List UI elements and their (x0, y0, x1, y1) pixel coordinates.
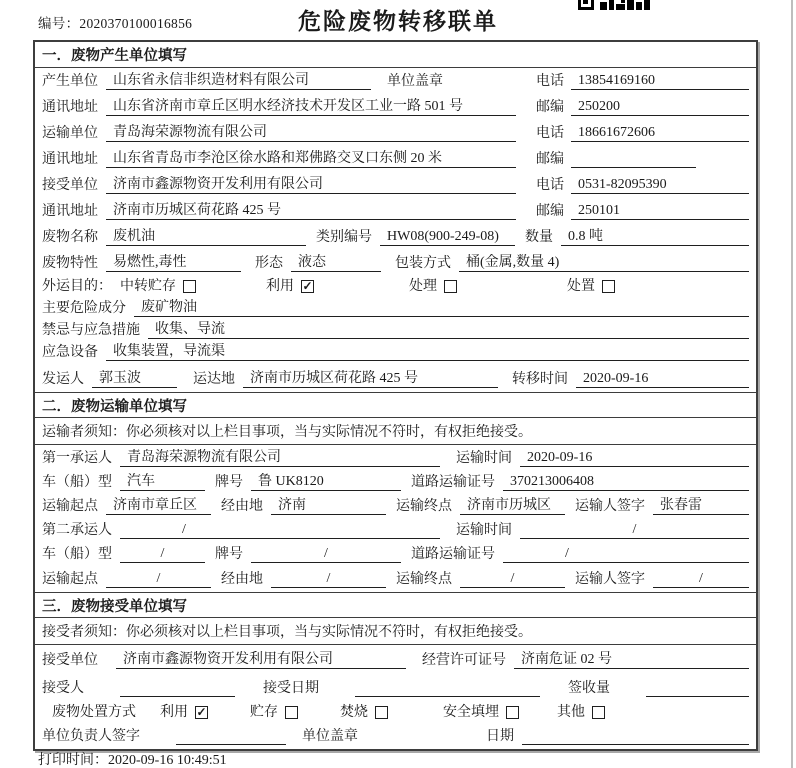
carrier-sign-value-2: / (653, 570, 749, 588)
first-carrier-value: 青岛海荣源物流有限公司 (120, 449, 440, 467)
transporter-phone-value: 18661672606 (571, 124, 749, 142)
row-waste-trait (35, 250, 756, 276)
quantity-value: 0.8 吨 (561, 228, 749, 246)
category-label: 类别编号 (316, 230, 372, 245)
print-time (38, 749, 227, 768)
carrier-sign-label: 运输人签字 (575, 499, 645, 514)
checkbox-treat (444, 280, 457, 293)
phone-label: 电话 (536, 178, 564, 193)
row-emergency-equipment (35, 343, 756, 365)
transport-time-label: 运输时间 (456, 451, 512, 466)
checkbox-other (592, 706, 605, 719)
date-value (522, 727, 749, 745)
row-route-2 (35, 567, 756, 592)
disposal-option-label: 焚烧 (340, 705, 368, 720)
phone-label: 电话 (536, 74, 564, 89)
row-produce-unit (35, 68, 756, 94)
row-hazard-component (35, 299, 756, 321)
row-receiver-address (35, 198, 756, 224)
disposal-option-label: 利用 (160, 705, 188, 720)
section1-header: 一．废物产生单位填写 (35, 42, 756, 68)
second-carrier-label: 第二承运人 (42, 523, 112, 538)
transfer-time-label: 转移时间 (512, 372, 568, 387)
receiver-notice: 接受者须知：你必须核对以上栏目事项，当与实际情况不符时，有权拒绝接受。 (35, 618, 756, 645)
receive-unit-value: 济南市鑫源物资开发利用有限公司 (106, 176, 516, 194)
permit-label: 经营许可证号 (422, 653, 506, 668)
second-carrier-value: / (120, 521, 440, 539)
receiver-person-label: 接受人 (42, 681, 84, 696)
hazard-value: 废矿物油 (134, 299, 749, 317)
waste-name-label: 废物名称 (42, 230, 98, 245)
producer-phone-value: 13854169160 (571, 72, 749, 90)
origin-value: 济南市章丘区 (106, 497, 211, 515)
end-value-2: / (460, 570, 565, 588)
address-label: 通讯地址 (42, 152, 98, 167)
plate-label: 牌号 (215, 547, 243, 562)
destination-value: 济南市历城区荷花路 425 号 (243, 370, 498, 388)
consignor-label: 发运人 (42, 372, 84, 387)
row-taboo-measures (35, 321, 756, 343)
transport-unit-value: 青岛海荣源物流有限公司 (106, 124, 516, 142)
disposal-option-label: 贮存 (250, 705, 278, 720)
origin-label: 运输起点 (42, 572, 98, 587)
road-permit-value-2: / (503, 545, 749, 563)
trait-value: 易燃性,毒性 (106, 254, 241, 272)
row-second-carrier (35, 519, 756, 543)
phone-label: 电话 (536, 126, 564, 141)
receiver-person-value (120, 679, 235, 697)
receiving-unit-value: 济南市鑫源物资开发利用有限公司 (116, 651, 406, 669)
checkbox-utilize-disposal: ✓ (196, 705, 207, 719)
end-value: 济南市历城区 (460, 497, 565, 515)
row-vehicle-2 (35, 543, 756, 567)
vehicle-type-value-2: / (120, 545, 205, 563)
vehicle-type-label: 车（船）型 (42, 547, 112, 562)
row-head-signature (35, 725, 756, 749)
receive-date-value (355, 679, 540, 697)
zip-label: 邮编 (536, 100, 564, 115)
taboo-value: 收集、导流 (148, 321, 749, 339)
head-sign-label: 单位负责人签字 (42, 729, 140, 744)
end-label: 运输终点 (396, 499, 452, 514)
row-first-carrier (35, 445, 756, 471)
taboo-label: 禁忌与应急措施 (42, 323, 140, 338)
consignor-value: 郭玉波 (92, 370, 177, 388)
transport-time-label: 运输时间 (456, 523, 512, 538)
trait-label: 废物特性 (42, 256, 98, 271)
purpose-option-label: 利用 (266, 279, 294, 294)
row-receiver-person (35, 673, 756, 701)
zip-label: 邮编 (536, 152, 564, 167)
hazard-label: 主要危险成分 (42, 301, 126, 316)
package-label: 包装方式 (395, 256, 451, 271)
transporter-address-value: 山东省青岛市李沧区徐水路和郑佛路交叉口东侧 20 米 (106, 150, 516, 168)
row-transporter-address (35, 146, 756, 172)
via-label: 经由地 (221, 499, 263, 514)
plate-value-2: / (251, 545, 401, 563)
row-vehicle-1 (35, 471, 756, 495)
via-value: 济南 (271, 497, 386, 515)
quantity-label: 数量 (525, 230, 553, 245)
disposal-option-label: 安全填埋 (443, 705, 499, 720)
address-label: 通讯地址 (42, 204, 98, 219)
receive-date-label: 接受日期 (263, 681, 319, 696)
vehicle-type-label: 车（船）型 (42, 475, 112, 490)
checkbox-utilize: ✓ (302, 279, 313, 293)
vehicle-type-value: 汽车 (120, 473, 205, 491)
row-receive-unit (35, 172, 756, 198)
row-route-1 (35, 495, 756, 519)
origin-value-2: / (106, 570, 211, 588)
transport-time-value-2: / (520, 521, 749, 539)
plate-label: 牌号 (215, 475, 243, 490)
purpose-label: 外运目的： (42, 279, 112, 294)
equipment-value: 收集装置，导流渠 (106, 343, 749, 361)
row-disposal-method (35, 701, 756, 725)
form-value: 液态 (291, 254, 381, 272)
producer-zip-value: 250200 (571, 98, 749, 116)
row-producer-address (35, 94, 756, 120)
checkbox-dispose (602, 280, 615, 293)
equipment-label: 应急设备 (42, 345, 98, 360)
row-transfer-purpose (35, 276, 756, 299)
origin-label: 运输起点 (42, 499, 98, 514)
produce-unit-label: 产生单位 (42, 74, 98, 89)
receiver-phone-value: 0531-82095390 (571, 176, 749, 194)
category-value: HW08(900-249-08) (380, 228, 515, 246)
checkbox-transit-storage (183, 280, 196, 293)
row-waste-name (35, 224, 756, 250)
disposal-option-label: 其他 (557, 705, 585, 720)
transfer-time-value: 2020-09-16 (576, 370, 749, 388)
print-time-label: 打印时间： (38, 753, 108, 768)
checkbox-landfill (506, 706, 519, 719)
unit-seal-label: 单位盖章 (387, 74, 443, 89)
head-sign-value (176, 727, 286, 745)
producer-address-value: 山东省济南市章丘区明水经济技术开发区工业一路 501 号 (106, 98, 516, 116)
purpose-option-label: 处理 (409, 279, 437, 294)
serial-value: 2020370100016856 (79, 16, 193, 31)
via-value-2: / (271, 570, 386, 588)
via-label: 经由地 (221, 572, 263, 587)
form-label: 形态 (255, 256, 283, 271)
first-carrier-label: 第一承运人 (42, 451, 112, 466)
transporter-zip-value (571, 150, 696, 168)
unit-seal-label: 单位盖章 (302, 729, 358, 744)
serial-label: 编号： (38, 16, 80, 31)
plate-value: 鲁 UK8120 (251, 473, 401, 491)
transporter-notice: 运输者须知：你必须核对以上栏目事项，当与实际情况不符时，有权拒绝接受。 (35, 418, 756, 445)
permit-value: 济南危证 02 号 (514, 651, 749, 669)
row-transport-unit (35, 120, 756, 146)
carrier-sign-label: 运输人签字 (575, 572, 645, 587)
road-permit-value: 370213006408 (503, 473, 749, 491)
section2-header: 二．废物运输单位填写 (35, 392, 756, 418)
purpose-option-label: 处置 (567, 279, 595, 294)
receiving-unit-label: 接受单位 (42, 653, 98, 668)
end-label: 运输终点 (396, 572, 452, 587)
receiver-address-value: 济南市历城区荷花路 425 号 (106, 202, 516, 220)
sign-qty-value (646, 679, 749, 697)
page-title: 危险废物转移联单 (298, 8, 498, 34)
waste-name-value: 废机油 (106, 228, 306, 246)
destination-label: 运达地 (193, 372, 235, 387)
sign-qty-label: 签收量 (568, 681, 610, 696)
manifest-table (33, 40, 758, 751)
purpose-option-label: 中转贮存 (120, 279, 176, 294)
disposal-label: 废物处置方式 (52, 705, 136, 720)
row-receiving-unit (35, 645, 756, 673)
address-label: 通讯地址 (42, 100, 98, 115)
checkbox-storage (285, 706, 298, 719)
section3-header: 三．废物接受单位填写 (35, 592, 756, 618)
date-label: 日期 (486, 729, 514, 744)
print-time-value: 2020-09-16 10:49:51 (108, 753, 227, 768)
transport-unit-label: 运输单位 (42, 126, 98, 141)
checkbox-incinerate (375, 706, 388, 719)
row-consignor (35, 365, 756, 392)
produce-unit-value: 山东省永信非织造材料有限公司 (106, 72, 371, 90)
road-permit-label: 道路运输证号 (411, 547, 495, 562)
receive-unit-label: 接受单位 (42, 178, 98, 193)
receiver-zip-value: 250101 (571, 202, 749, 220)
transport-time-value: 2020-09-16 (520, 449, 749, 467)
road-permit-label: 道路运输证号 (411, 475, 495, 490)
page-edge-line (791, 0, 793, 768)
carrier-sign-value: 张春雷 (653, 497, 749, 515)
zip-label: 邮编 (536, 204, 564, 219)
package-value: 桶(金属,数量 4) (459, 254, 749, 272)
